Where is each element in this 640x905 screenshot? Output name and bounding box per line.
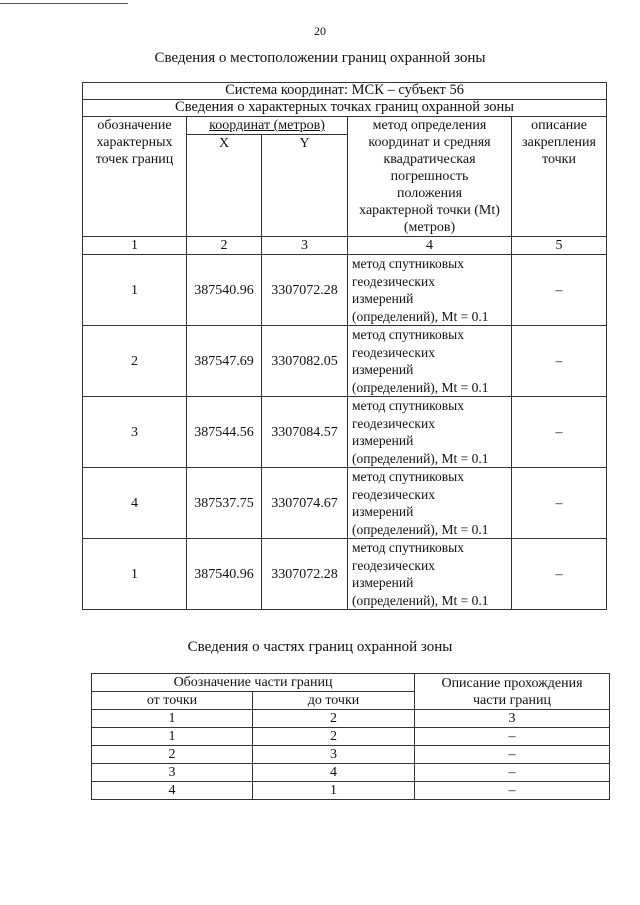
header-line: точки bbox=[542, 152, 576, 167]
to-point: 2 bbox=[253, 728, 415, 746]
section-title: Сведения о местоположении границ охранной зоны bbox=[154, 50, 486, 66]
part-description: – bbox=[415, 728, 610, 746]
method-line: измерений bbox=[352, 362, 414, 377]
coord-x: 387544.56 bbox=[187, 397, 262, 468]
table-row bbox=[83, 468, 607, 539]
header-line: части границ bbox=[472, 692, 551, 708]
header-line: точек границ bbox=[95, 152, 174, 167]
table-row bbox=[83, 397, 607, 468]
point-id: 2 bbox=[83, 326, 187, 397]
header-line: погрешность bbox=[390, 169, 469, 184]
table-row bbox=[83, 255, 607, 326]
part-description: – bbox=[415, 764, 610, 782]
method-line: измерений bbox=[352, 504, 414, 519]
coord-y: 3307072.28 bbox=[262, 539, 348, 610]
column-number: 3 bbox=[262, 237, 348, 255]
coord-y: 3307084.57 bbox=[262, 397, 348, 468]
table-row bbox=[92, 746, 610, 764]
coord-y: 3307082.05 bbox=[262, 326, 348, 397]
coord-y: 3307072.28 bbox=[262, 255, 348, 326]
point-id: 1 bbox=[83, 255, 187, 326]
method-line: геодезических bbox=[352, 486, 435, 502]
top-rule bbox=[0, 3, 128, 4]
column-number: 2 bbox=[253, 710, 415, 728]
header-point-designation bbox=[83, 117, 187, 237]
fixing-cell: – bbox=[512, 326, 607, 397]
header-line: Описание прохождения bbox=[441, 675, 583, 691]
header-line: характерной точки (Mt) bbox=[359, 203, 500, 218]
subtitle-row bbox=[83, 100, 607, 117]
method-cell bbox=[348, 468, 512, 539]
header-line: описание bbox=[531, 118, 587, 133]
method-line: метод спутниковых bbox=[352, 256, 464, 271]
header-line: метод определения bbox=[372, 118, 487, 133]
column-number: 4 bbox=[348, 237, 512, 255]
header-from: от точки bbox=[92, 692, 253, 710]
header-coordinates-label: координат (метров) bbox=[209, 118, 325, 133]
header-line: (метров) bbox=[403, 220, 456, 235]
fixing-cell: – bbox=[512, 255, 607, 326]
parts-header-row bbox=[92, 674, 610, 692]
header-coordinates bbox=[187, 117, 348, 135]
fixing-cell: – bbox=[512, 397, 607, 468]
coord-system: Система координат: МСК – субъект 56 bbox=[83, 83, 607, 100]
page-number: 20 bbox=[314, 24, 326, 38]
parts-column-number-row bbox=[92, 710, 610, 728]
column-number: 5 bbox=[512, 237, 607, 255]
fixing-cell: – bbox=[512, 539, 607, 610]
column-number: 1 bbox=[92, 710, 253, 728]
method-line: геодезических bbox=[352, 344, 435, 360]
coord-system-row bbox=[83, 83, 607, 100]
method-line: измерений bbox=[352, 433, 414, 448]
method-line: геодезических bbox=[352, 557, 435, 573]
method-line: геодезических bbox=[352, 415, 435, 431]
table-row bbox=[92, 764, 610, 782]
column-number-row bbox=[83, 237, 607, 255]
column-number: 1 bbox=[83, 237, 187, 255]
coord-y: 3307074.67 bbox=[262, 468, 348, 539]
method-line: метод спутниковых bbox=[352, 469, 464, 484]
method-line: метод спутниковых bbox=[352, 398, 464, 413]
method-line: измерений bbox=[352, 291, 414, 306]
table-row bbox=[92, 728, 610, 746]
point-id: 1 bbox=[83, 539, 187, 610]
from-point: 4 bbox=[92, 782, 253, 800]
column-number: 2 bbox=[187, 237, 262, 255]
header-line: квадратическая bbox=[383, 152, 476, 167]
to-point: 3 bbox=[253, 746, 415, 764]
header-y: Y bbox=[262, 135, 348, 237]
to-point: 4 bbox=[253, 764, 415, 782]
table-row bbox=[92, 782, 610, 800]
from-point: 3 bbox=[92, 764, 253, 782]
method-line: геодезических bbox=[352, 273, 435, 289]
part-description: – bbox=[415, 782, 610, 800]
table-subtitle: Сведения о характерных точках границ охранной зоны bbox=[83, 100, 607, 117]
parts-title: Сведения о частях границ охранной зоны bbox=[187, 639, 453, 655]
header-row bbox=[83, 117, 607, 135]
header-x: X bbox=[187, 135, 262, 237]
method-cell bbox=[348, 539, 512, 610]
point-id: 4 bbox=[83, 468, 187, 539]
method-line: (определений), Mt = 0.1 bbox=[352, 592, 489, 608]
column-number: 3 bbox=[415, 710, 610, 728]
parts-table bbox=[91, 673, 610, 800]
method-line: (определений), Mt = 0.1 bbox=[352, 450, 489, 466]
header-line: характерных bbox=[96, 135, 173, 150]
method-cell bbox=[348, 255, 512, 326]
table-row bbox=[83, 539, 607, 610]
fixing-cell: – bbox=[512, 468, 607, 539]
method-cell bbox=[348, 326, 512, 397]
method-cell bbox=[348, 397, 512, 468]
method-line: метод спутниковых bbox=[352, 327, 464, 342]
header-designation: Обозначение части границ bbox=[92, 674, 415, 692]
header-to: до точки bbox=[253, 692, 415, 710]
method-line: (определений), Mt = 0.1 bbox=[352, 379, 489, 395]
method-line: измерений bbox=[352, 575, 414, 590]
header-line: закрепления bbox=[522, 135, 596, 150]
header-description bbox=[415, 674, 610, 710]
header-line: положения bbox=[396, 186, 463, 201]
header-line: обозначение bbox=[97, 118, 172, 133]
coord-x: 387537.75 bbox=[187, 468, 262, 539]
header-fixing bbox=[512, 117, 607, 237]
method-line: (определений), Mt = 0.1 bbox=[352, 521, 489, 537]
part-description: – bbox=[415, 746, 610, 764]
to-point: 1 bbox=[253, 782, 415, 800]
point-id: 3 bbox=[83, 397, 187, 468]
points-table bbox=[82, 82, 607, 610]
header-line: координат и средняя bbox=[368, 135, 491, 150]
table-row bbox=[83, 326, 607, 397]
method-line: (определений), Mt = 0.1 bbox=[352, 308, 489, 324]
from-point: 2 bbox=[92, 746, 253, 764]
coord-x: 387540.96 bbox=[187, 539, 262, 610]
coord-x: 387540.96 bbox=[187, 255, 262, 326]
from-point: 1 bbox=[92, 728, 253, 746]
method-line: метод спутниковых bbox=[352, 540, 464, 555]
coord-x: 387547.69 bbox=[187, 326, 262, 397]
header-method bbox=[348, 117, 512, 237]
